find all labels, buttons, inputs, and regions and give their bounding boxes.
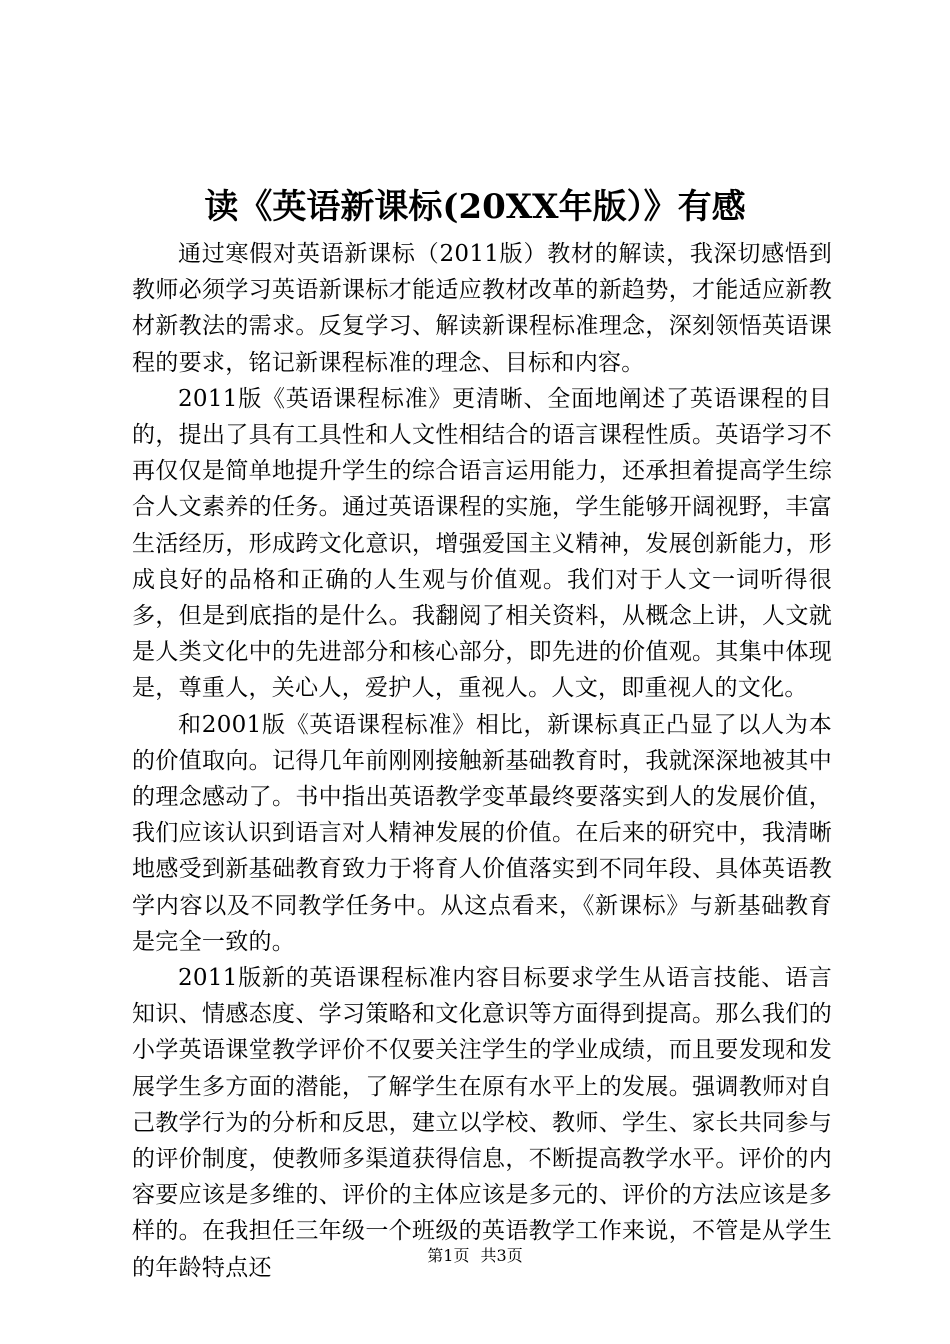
- paragraph-1: 通过寒假对英语新课标（2011版）教材的解读，我深切感悟到教师必须学习英语新课标才能适应教材改革的新趋势，才能适应新教材新教法的需求。反复学习、解读新课程标准理念，深刻领悟英语课程的要求，铭记新课程标准的理念、目标和内容。: [132, 241, 832, 376]
- paragraph-3: 和2001版《英语课程标准》相比，新课标真正凸显了以人为本的价值取向。记得几年前刚刚接触新基础教育时，我就深深地被其中的理念感动了。书中指出英语教学变革最终要落实到人的发展价值，我们应该认识到语言对人精神发展的价值。在后来的研究中，我清晰地感受到新基础教育致力于将育人价值落实到不同年段、具体英语教学内容以及不同教学任务中。从这点看来，《新课标》与新基础教育是完全一致的。: [132, 711, 832, 955]
- paragraph-4: 2011版新的英语课程标准内容目标要求学生从语言技能、语言知识、情感态度、学习策略和文化意识等方面得到提高。那么我们的小学英语课堂教学评价不仅要关注学生的学业成绩，而且要发现和发展学生多方面的潜能，了解学生在原有水平上的发展。强调教师对自己教学行为的分析和反思，建立以学校、教师、学生、家长共同参与的评价制度，使教师多渠道获得信息，不断提高教学水平。评价的内容要应该是多维的、评价的主体应该是多元的、评价的方法应该是多样的。在我担任三年级一个班级的英语教学工作来说，不管是从学生的年龄特点还: [132, 965, 832, 1281]
- page-footer: [0, 1246, 950, 1266]
- page-total: 共3页: [480, 1246, 523, 1265]
- paragraph-2: 2011版《英语课程标准》更清晰、全面地阐述了英语课程的目的，提出了具有工具性和人文性相结合的语言课程性质。英语学习不再仅仅是简单地提升学生的综合语言运用能力，还承担着提高学生综合人文素养的任务。通过英语课程的实施，学生能够开阔视野，丰富生活经历，形成跨文化意识，增强爱国主义精神，发展创新能力，形成良好的品格和正确的人生观与价值观。我们对于人文一词听得很多，但是到底指的是什么。我翻阅了相关资料，从概念上讲，人文就是人类文化中的先进部分和核心部分，即先进的价值观。其集中体现是，尊重人，关心人，爱护人，重视人。人文，即重视人的文化。: [132, 385, 832, 702]
- document-title: 读《英语新课标(20XX年版）》有感: [204, 187, 746, 227]
- document-body: [132, 236, 832, 1286]
- page-number: 第1页: [427, 1246, 470, 1265]
